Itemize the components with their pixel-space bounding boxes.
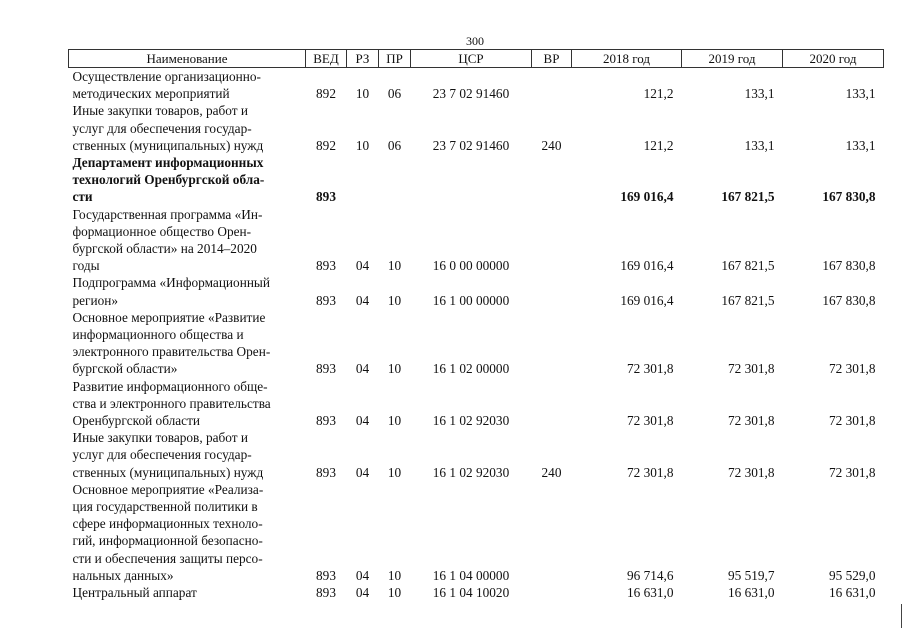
row-ved: 893 (316, 189, 336, 205)
row-name: Государственная программа «Ин- формационное общество Орен- бургской области» на 2014–2020 годы (72, 206, 263, 274)
row-ved: 893 (316, 585, 336, 601)
row-ved: 892 (316, 86, 336, 102)
row-csr: 16 0 00 00000 (432, 258, 510, 274)
row-2018: 169 016,4 (620, 258, 674, 274)
row-csr: 16 1 04 00000 (432, 567, 510, 583)
row-2020: 72 301,8 (828, 361, 876, 377)
row-2018: 72 301,8 (626, 361, 674, 377)
header-2018: 2018 год (572, 50, 682, 68)
table-row (69, 378, 884, 430)
row-ved: 893 (316, 292, 336, 308)
header-csr: ЦСР (411, 50, 532, 68)
row-ved: 892 (316, 137, 336, 153)
row-2020: 167 830,8 (822, 189, 876, 205)
row-2019: 72 301,8 (727, 464, 775, 480)
row-2020: 133,1 (845, 86, 876, 102)
row-csr: 16 1 00 00000 (432, 292, 510, 308)
page-number: 300 (466, 34, 484, 48)
row-pr: 10 (387, 413, 402, 429)
edge-mark (901, 604, 902, 628)
header-name: Наименование (69, 50, 306, 68)
table-row (69, 274, 884, 308)
row-vr (532, 68, 572, 103)
row-2018: 72 301,8 (626, 464, 674, 480)
row-name: Иные закупки товаров, работ и услуг для обеспечения государ- ственных (муниципальных) нужд (72, 430, 264, 480)
budget-table (68, 49, 884, 601)
row-name: Осуществление организационно- методических мероприятий (72, 69, 261, 102)
row-2018: 72 301,8 (626, 413, 674, 429)
row-pr: 10 (387, 361, 402, 377)
row-2020: 95 529,0 (828, 567, 876, 583)
row-pr: 10 (387, 567, 402, 583)
row-ved: 893 (316, 258, 336, 274)
row-2019: 167 821,5 (721, 189, 775, 205)
row-pr: 10 (387, 464, 402, 480)
row-rz: 04 (355, 464, 370, 480)
row-name: Основное мероприятие «Реализа- ция государственной политики в сфере информационных техноло- гий, информационной безопасно- сти и обеспечения защиты персо- нальных данных» (72, 481, 264, 583)
row-csr: 16 1 04 10020 (432, 585, 510, 601)
header-rz: РЗ (347, 50, 379, 68)
row-2019: 72 301,8 (727, 361, 775, 377)
row-name: Основное мероприятие «Развитие информационного общества и электронного правительства Орен- бургской области» (72, 309, 271, 377)
row-2020: 72 301,8 (828, 413, 876, 429)
row-2020: 167 830,8 (822, 258, 876, 274)
header-pr: ПР (379, 50, 411, 68)
table-header (69, 50, 884, 68)
table-row (69, 68, 884, 103)
row-2019: 167 821,5 (721, 292, 775, 308)
row-2019: 167 821,5 (721, 258, 775, 274)
row-2019: 72 301,8 (727, 413, 775, 429)
row-2019: 133,1 (744, 86, 775, 102)
row-ved: 893 (316, 361, 336, 377)
row-ved: 893 (316, 567, 336, 583)
row-csr: 16 1 02 92030 (432, 413, 510, 429)
table-row (69, 429, 884, 481)
row-2020: 167 830,8 (822, 292, 876, 308)
row-csr (411, 154, 532, 206)
row-vr (532, 309, 572, 378)
row-vr (532, 378, 572, 430)
row-csr: 23 7 02 91460 (432, 137, 510, 153)
row-vr (532, 481, 572, 584)
row-2020: 16 631,0 (828, 585, 876, 601)
row-2018: 169 016,4 (620, 189, 674, 205)
header-ved: ВЕД (306, 50, 347, 68)
row-2019: 95 519,7 (727, 567, 775, 583)
header-2019: 2019 год (682, 50, 783, 68)
row-vr: 240 (541, 464, 562, 480)
row-2019: 16 631,0 (727, 585, 775, 601)
row-vr (532, 584, 572, 601)
row-pr: 10 (387, 292, 402, 308)
row-pr: 10 (387, 258, 402, 274)
row-name: Департамент информационных технологий Оренбургской обла- сти (72, 155, 265, 205)
row-csr: 16 1 02 92030 (432, 464, 510, 480)
row-2018: 96 714,6 (626, 567, 674, 583)
row-name: Подпрограмма «Информационный регион» (72, 275, 270, 308)
row-2020: 72 301,8 (828, 464, 876, 480)
row-vr (532, 206, 572, 275)
row-csr: 16 1 02 00000 (432, 361, 510, 377)
row-rz: 04 (355, 258, 370, 274)
row-2018: 16 631,0 (626, 585, 674, 601)
table-row (69, 481, 884, 584)
row-rz (347, 154, 379, 206)
row-rz: 04 (355, 292, 370, 308)
row-ved: 893 (316, 413, 336, 429)
row-ved: 893 (316, 464, 336, 480)
row-rz: 10 (355, 86, 370, 102)
header-vr: ВР (532, 50, 572, 68)
row-pr: 10 (387, 585, 402, 601)
table-row (69, 309, 884, 378)
row-pr: 06 (387, 137, 402, 153)
row-csr: 23 7 02 91460 (432, 86, 510, 102)
row-name: Развитие информационного обще- ства и электронного правительства Оренбургской области (72, 378, 271, 429)
table-row (69, 206, 884, 275)
row-rz: 10 (355, 137, 370, 153)
row-vr (532, 154, 572, 206)
header-2020: 2020 год (783, 50, 884, 68)
row-2018: 121,2 (643, 86, 674, 102)
row-rz: 04 (355, 585, 370, 601)
row-rz: 04 (355, 567, 370, 583)
row-2018: 169 016,4 (620, 292, 674, 308)
row-vr (532, 274, 572, 308)
row-name: Иные закупки товаров, работ и услуг для обеспечения государ- ственных (муниципальных) нужд (72, 103, 264, 153)
row-2018: 121,2 (643, 137, 674, 153)
table-row (69, 584, 884, 601)
table-row (69, 102, 884, 154)
row-rz: 04 (355, 413, 370, 429)
row-vr: 240 (541, 137, 562, 153)
row-2019: 133,1 (744, 137, 775, 153)
row-2020: 133,1 (845, 137, 876, 153)
row-name: Центральный аппарат (72, 585, 197, 601)
row-pr (379, 154, 411, 206)
row-rz: 04 (355, 361, 370, 377)
table-row (69, 154, 884, 206)
row-pr: 06 (387, 86, 402, 102)
